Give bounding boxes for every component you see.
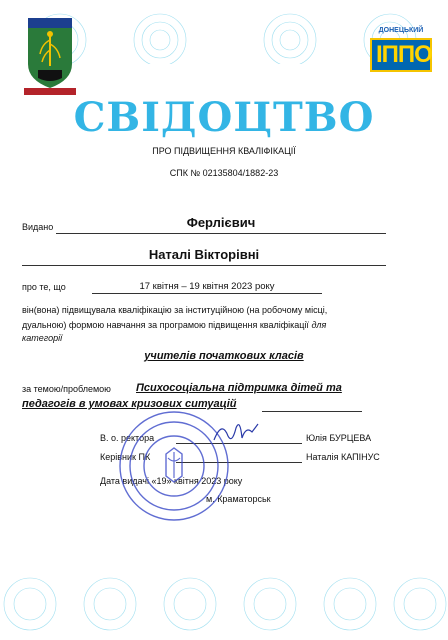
- certificate-subtitle: ПРО ПІДВИЩЕННЯ КВАЛІФІКАЦІЇ: [152, 146, 296, 156]
- head-name: Наталія КАПІНУС: [306, 452, 380, 462]
- recipient-surname: Ферлієвич: [186, 215, 256, 230]
- dates-label: про те, що: [22, 282, 66, 292]
- ippo-logo: [370, 24, 432, 72]
- category-label: категорії: [22, 333, 63, 343]
- dates-line: [92, 293, 322, 294]
- handwritten-signature-icon: [212, 418, 260, 446]
- bottom-ornament: [0, 574, 448, 638]
- training-dates: 17 квітня – 19 квітня 2023 року: [139, 281, 275, 292]
- head-label: Керівник ПК: [100, 452, 151, 462]
- surname-line: [56, 233, 386, 234]
- topic-trailing-line: [262, 411, 362, 412]
- recipient-name: Наталі Вікторівні: [148, 247, 260, 262]
- category-value: учителів початкових класів: [144, 350, 304, 362]
- topic-label: за темою/проблемою: [22, 384, 111, 394]
- certificate-title: СВІДОЦТВО: [73, 94, 375, 141]
- ippo-logo-caption: ДОНЕЦЬКИЙ: [378, 27, 424, 34]
- rector-label: В. о. ректора: [100, 433, 155, 443]
- issue-city: м. Краматорськ: [206, 494, 271, 504]
- rector-name: Юлія БУРЦЕВА: [306, 433, 372, 443]
- issue-date: Дата видачі «19» квітня 2023 року: [100, 476, 243, 486]
- topic-line2: педагогів в умовах кризових ситуацій: [22, 398, 237, 410]
- qualification-text-line2: [22, 319, 382, 331]
- topic-line1: Психосоціальна підтримка дітей та: [136, 382, 342, 394]
- ippo-logo-text: ІППО: [370, 38, 432, 72]
- qualification-text-for-label: для: [311, 320, 327, 330]
- name-line: [22, 265, 386, 266]
- certificate-number: СПК № 02135804/1882-23: [169, 168, 279, 178]
- coat-of-arms-icon: [20, 14, 80, 96]
- issued-label: Видано: [22, 222, 54, 232]
- qualification-text-line2-plain: дуальною) формою навчання за програмою підвищення кваліфікації: [22, 320, 309, 330]
- qualification-text-line1: він(вона) підвищувала кваліфікацію за інституційною (на робочому місці,: [22, 305, 328, 315]
